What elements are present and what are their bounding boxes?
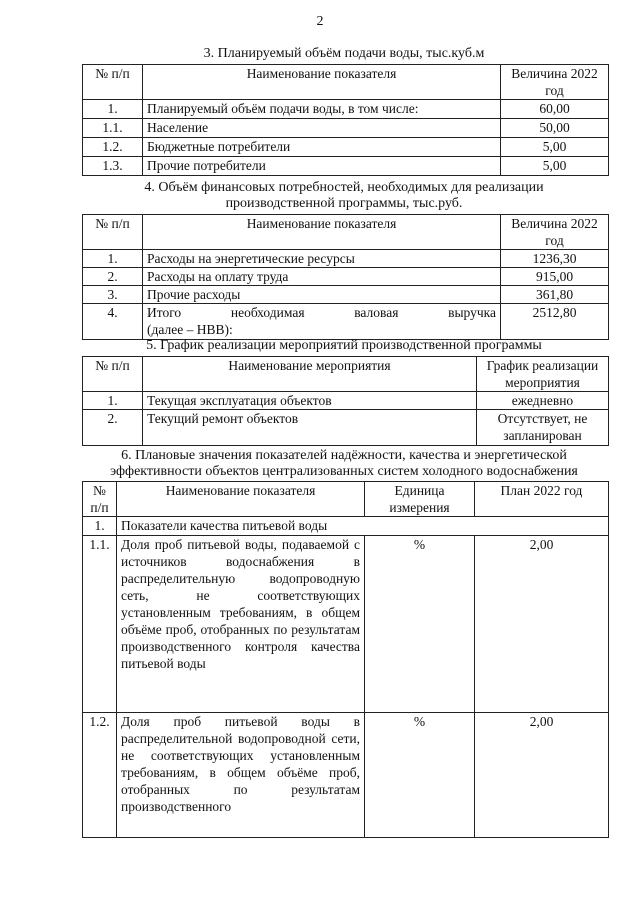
row-num: 4. — [83, 304, 143, 340]
row-name — [143, 304, 501, 340]
row-name: Доля проб питьевой воды, подаваемой с источников водоснабжения в распределительную водопроводную сеть, не соответствующих установленным требованиям, в общем объёме проб, отобранных по результатам производственного контроля качества питьевой воды — [117, 536, 365, 713]
page-number: 2 — [316, 14, 324, 29]
row-name: Планируемый объём подачи воды, в том числе: — [143, 100, 501, 119]
table-group-row — [83, 517, 609, 536]
header-value: Величина 2022 год — [501, 65, 609, 100]
row-num: 1.2. — [83, 713, 117, 838]
header-name: Наименование показателя — [143, 215, 501, 250]
row-num: 1. — [83, 392, 143, 410]
table-header-row — [83, 357, 609, 392]
row-unit: % — [365, 536, 475, 713]
row-name: Текущий ремонт объектов — [143, 410, 477, 446]
row-value: 5,00 — [501, 157, 609, 176]
header-name: Наименование показателя — [117, 482, 365, 517]
row-name: Прочие расходы — [143, 286, 501, 304]
row-name: Доля проб питьевой воды в распределительной водопроводной сети, не соответствующих установленным требованиям, в общем объёме проб, отобранных по результатам производственного — [117, 713, 365, 838]
row-unit: % — [365, 713, 475, 838]
header-schedule: График реализации мероприятия — [477, 357, 609, 392]
row-plan: 2,00 — [475, 713, 609, 838]
header-num: № п/п — [83, 215, 143, 250]
table-row — [83, 713, 609, 838]
row-value: 1236,30 — [501, 250, 609, 268]
row-value: 2512,80 — [501, 304, 609, 340]
section-5-title: 5. График реализации мероприятий производственной программы — [146, 338, 542, 353]
row-value: 361,80 — [501, 286, 609, 304]
row-value: 915,00 — [501, 268, 609, 286]
row-name: Расходы на энергетические ресурсы — [143, 250, 501, 268]
section-6-title-line2: эффективности объектов централизованных систем холодного водоснабжения — [110, 464, 578, 479]
table-financial-needs — [82, 214, 609, 340]
row-name: Население — [143, 119, 501, 138]
row-num: 1.1. — [83, 536, 117, 713]
table-row — [83, 536, 609, 713]
section-4-title — [80, 180, 608, 212]
table-row — [83, 304, 609, 340]
header-num: № п/п — [83, 482, 117, 517]
row-name: Прочие потребители — [143, 157, 501, 176]
header-value: Величина 2022 год — [501, 215, 609, 250]
table-quality-indicators — [82, 481, 609, 838]
section-4-title-line1: 4. Объём финансовых потребностей, необходимых для реализации — [144, 180, 544, 195]
row-name: Бюджетные потребители — [143, 138, 501, 157]
table-row — [83, 100, 609, 119]
row-num: 1.2. — [83, 138, 143, 157]
table-row — [83, 410, 609, 446]
section-6-title — [70, 448, 618, 480]
row-num: 1.1. — [83, 119, 143, 138]
row-name-line1: Итого необходимая валовая выручка — [147, 305, 496, 320]
table-header-row — [83, 482, 609, 517]
header-name: Наименование показателя — [143, 65, 501, 100]
row-name-line2: (далее – НВВ): — [147, 322, 233, 337]
table-water-supply — [82, 64, 609, 176]
table-row — [83, 392, 609, 410]
row-num: 1.3. — [83, 157, 143, 176]
table-row — [83, 250, 609, 268]
table-header-row — [83, 65, 609, 100]
row-num: 1. — [83, 100, 143, 119]
group-num: 1. — [83, 517, 117, 536]
header-unit: Единица измерения — [365, 482, 475, 517]
section-6-title-line1: 6. Плановые значения показателей надёжности, качества и энергетической — [121, 448, 567, 463]
row-num: 2. — [83, 268, 143, 286]
group-name: Показатели качества питьевой воды — [117, 517, 609, 536]
table-row — [83, 268, 609, 286]
table-row — [83, 138, 609, 157]
row-name: Текущая эксплуатация объектов — [143, 392, 477, 410]
table-row — [83, 157, 609, 176]
row-value: 60,00 — [501, 100, 609, 119]
table-activities-schedule — [82, 356, 609, 446]
row-schedule: Отсутствует, не запланирован — [477, 410, 609, 446]
row-num: 1. — [83, 250, 143, 268]
row-num: 3. — [83, 286, 143, 304]
table-row — [83, 286, 609, 304]
row-value: 50,00 — [501, 119, 609, 138]
table-row — [83, 119, 609, 138]
table-header-row — [83, 215, 609, 250]
row-schedule: ежедневно — [477, 392, 609, 410]
section-3-title: 3. Планируемый объём подачи воды, тыс.куб.м — [203, 46, 485, 61]
header-num: № п/п — [83, 357, 143, 392]
row-num: 2. — [83, 410, 143, 446]
header-num: № п/п — [83, 65, 143, 100]
row-plan: 2,00 — [475, 536, 609, 713]
header-name: Наименование мероприятия — [143, 357, 477, 392]
header-plan: План 2022 год — [475, 482, 609, 517]
row-name: Расходы на оплату труда — [143, 268, 501, 286]
section-4-title-line2: производственной программы, тыс.руб. — [225, 196, 463, 211]
row-value: 5,00 — [501, 138, 609, 157]
